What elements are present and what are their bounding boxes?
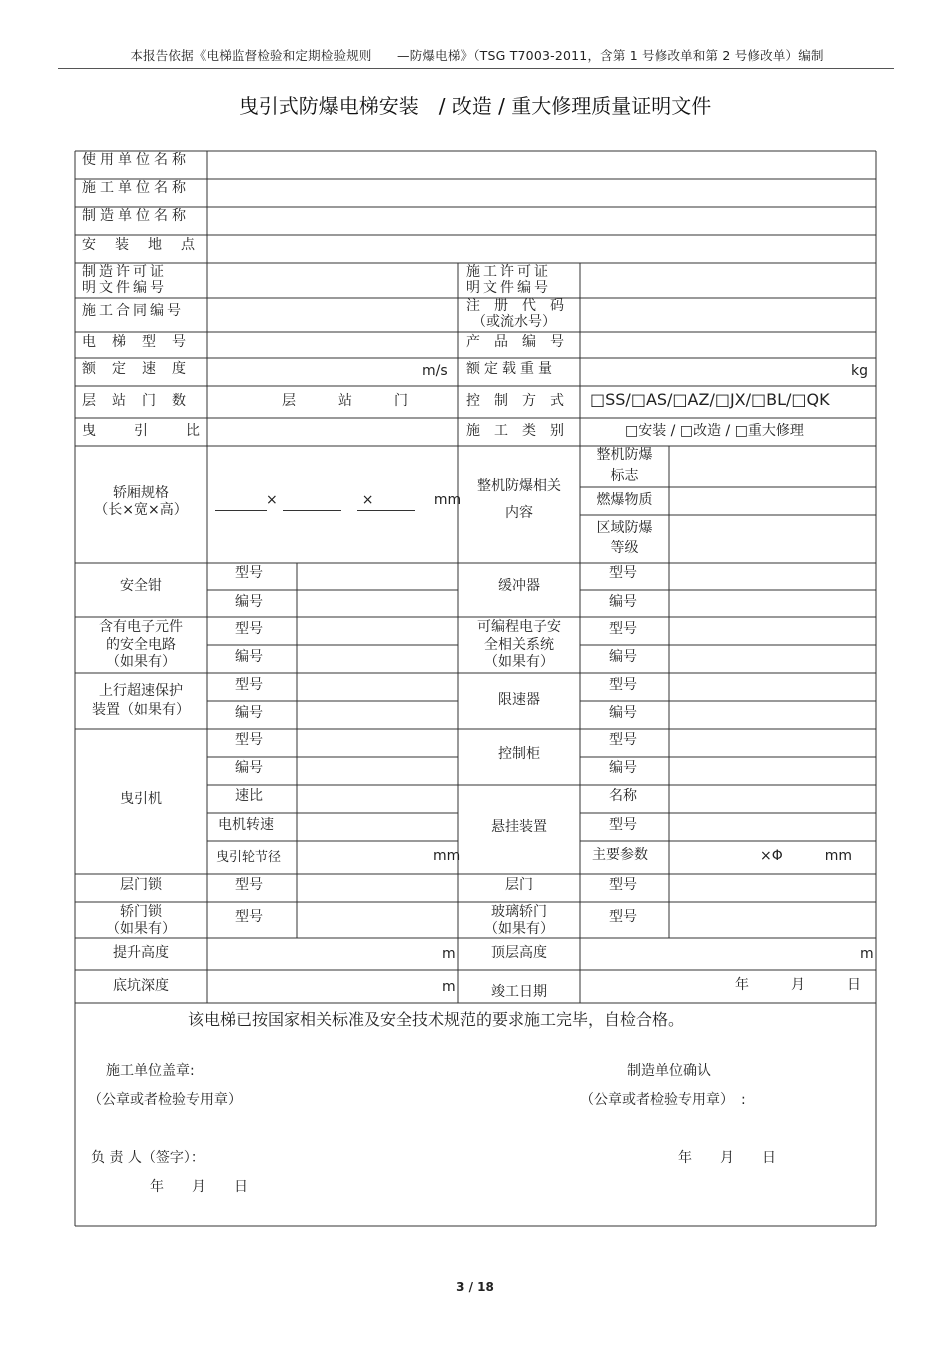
label-product-no: 产品编号 [466,334,578,350]
label-main-params: 主要参数 [592,847,648,863]
label-glass-door-2: （如果有） [484,921,554,937]
value-main-params: ×Φ mm [760,848,853,864]
car-width-line [283,510,341,511]
label-number: 编号 [609,705,637,721]
label-model: 型号 [235,621,263,637]
label-construction-unit: 施工单位名称 [82,180,190,196]
label-number: 编号 [235,760,263,776]
label-model: 型号 [235,909,263,925]
value-car-spec: × × mm [266,492,462,508]
label-pess-2: 全相关系统 [484,637,554,653]
label-reg-code-1: 注册代码 [466,298,578,314]
label-mfg-license-2: 明文件编号 [82,280,167,296]
label-traction-ratio: 曳引比 [82,423,238,439]
label-model: 型号 [609,877,637,893]
label-elec-circuit-3: （如果有） [106,654,176,670]
unit-sheave: mm [433,848,461,864]
label-model: 型号 [235,877,263,893]
label-model: 型号 [235,677,263,693]
label-reg-code-2: （或流水号） [472,314,556,330]
value-floors: 层 站 门 [282,393,408,409]
label-floors: 层站门数 [82,393,202,409]
label-ucm-2: 装置（如果有） [92,702,190,718]
label-pess-3: （如果有） [484,654,554,670]
label-suspension: 悬挂装置 [491,819,547,835]
page-header: 本报告依据《电梯监督检验和定期检验规则 —防爆电梯》（TSG T7003-2011，含第 1 号修改单和第 2 号修改单）编制 [130,48,824,63]
self-check-statement: 该电梯已按国家相关标准及安全技术规范的要求施工完毕，自检合格。 [188,1010,685,1029]
label-glass-door-1: 玻璃轿门 [491,904,547,920]
value-date-left: 年 月 日 [150,1179,248,1195]
label-model: 型号 [609,565,637,581]
label-top-height: 顶层高度 [491,945,547,961]
label-car-spec-1: 轿厢规格 [113,485,169,501]
label-model: 型号 [609,909,637,925]
label-ex-zone-2: 等级 [610,540,639,556]
label-model: 型号 [235,732,263,748]
label-traction-machine: 曳引机 [120,791,162,807]
label-const-type: 施工类别 [466,423,578,439]
label-completion-date: 竣工日期 [491,984,547,1000]
label-number: 编号 [609,594,637,610]
unit-travel-height: m [442,946,456,962]
label-number: 编号 [609,649,637,665]
control-mode-options[interactable]: □SS/□AS/□AZ/□JX/□BL/□QK [590,390,830,409]
label-const-license-2: 明文件编号 [466,280,551,296]
label-name: 名称 [609,788,637,804]
label-landing-lock: 层门锁 [120,877,162,893]
label-mfg-seal-note: （公章或者检验专用章） : [580,1092,746,1108]
label-car-lock-1: 轿门锁 [120,904,162,920]
label-landing-door: 层门 [505,877,533,893]
label-elec-circuit-2: 的安全电路 [106,637,176,653]
label-controller: 控制柜 [498,746,540,762]
label-ex-zone-1: 区域防爆 [596,520,653,536]
label-pit-depth: 底坑深度 [113,978,169,994]
label-governor: 限速器 [498,692,540,708]
label-speed-ratio: 速比 [235,788,263,804]
label-model: 型号 [235,565,263,581]
label-sheave-dia: 曳引轮节径 [216,850,282,865]
label-ex-mark-1: 整机防爆 [596,447,653,463]
unit-top-height: m [860,946,874,962]
label-number: 编号 [235,649,263,665]
label-number: 编号 [609,760,637,776]
label-elevator-model: 电梯型号 [82,334,202,350]
label-car-spec-2: （长×宽×高） [94,502,188,518]
value-completion-date: 年 月 日 [735,977,861,993]
label-pess-1: 可编程电子安 [477,619,561,635]
unit-speed: m/s [422,363,448,379]
unit-load: kg [851,363,868,379]
label-number: 编号 [235,705,263,721]
label-contract-no: 施工合同编号 [82,303,184,319]
label-elec-circuit-1: 含有电子元件 [99,619,183,635]
const-type-options[interactable]: □安装 / □改造 / □重大修理 [625,423,804,439]
label-const-license-1: 施工许可证 [466,264,551,280]
label-number: 编号 [235,594,263,610]
label-car-lock-2: （如果有） [106,921,176,937]
label-mfg-confirm: 制造单位确认 [627,1063,711,1079]
label-travel-height: 提升高度 [113,945,169,961]
label-person-sign: 负 责 人（签字）： [91,1150,205,1166]
label-model: 型号 [609,817,637,833]
label-rated-load: 额定载重量 [466,361,556,377]
label-rated-speed: 额定速度 [82,361,202,377]
label-const-seal-note: （公章或者检验专用章） [88,1092,242,1108]
label-buffer: 缓冲器 [498,578,540,594]
label-ex-substance: 燃爆物质 [596,492,653,508]
document-title: 曳引式防爆电梯安装 / 改造 / 重大修理质量证明文件 [238,94,712,118]
label-model: 型号 [609,621,637,637]
label-safety-gear: 安全钳 [120,578,162,594]
label-mfg-license-1: 制造许可证 [82,264,167,280]
label-ucm-1: 上行超速保护 [99,683,183,699]
unit-pit-depth: m [442,979,456,995]
label-explosion-2: 内容 [505,505,533,521]
label-model: 型号 [609,677,637,693]
label-explosion-1: 整机防爆相关 [477,478,561,494]
label-model: 型号 [609,732,637,748]
label-const-seal: 施工单位盖章: [106,1063,195,1079]
label-motor-speed: 电机转速 [218,817,274,833]
label-user-unit: 使用单位名称 [82,152,190,168]
car-length-line [215,510,267,511]
label-control-mode: 控制方式 [466,393,578,409]
value-date-right: 年 月 日 [678,1150,776,1166]
label-ex-mark-2: 标志 [610,468,639,484]
label-install-location: 安装地点 [82,237,214,253]
page-number: 3 / 18 [456,1280,494,1294]
label-manufacturer: 制造单位名称 [82,208,190,224]
car-height-line [357,510,415,511]
